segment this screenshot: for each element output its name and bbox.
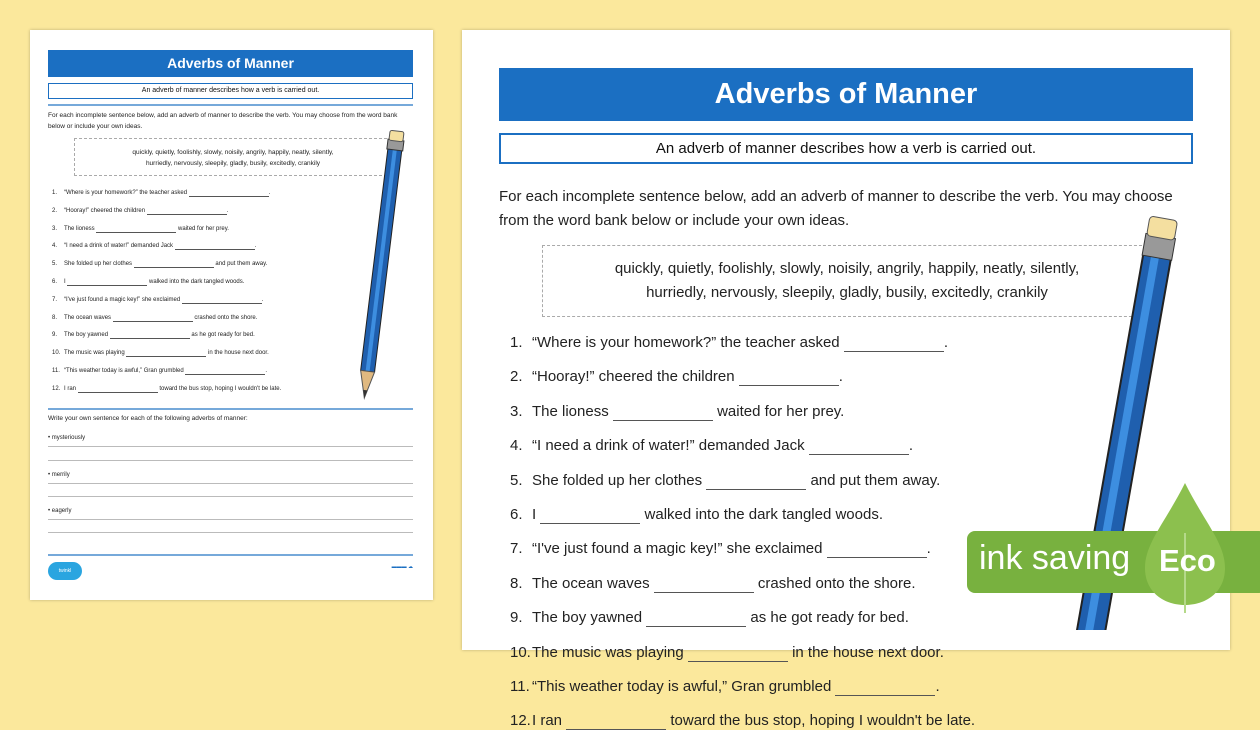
answer-blank[interactable]: [566, 712, 666, 730]
item-number: 11.: [510, 678, 530, 695]
sentence-start: “I've just found a magic key!” she exclaimed: [64, 296, 181, 303]
sentence-end: .: [926, 540, 931, 558]
page-title: Adverbs of Manner: [48, 50, 413, 77]
sentence-item: [510, 678, 940, 696]
sentence-start: The lioness: [532, 402, 609, 420]
sentence-end: waited for her prey.: [717, 402, 845, 420]
item-number: 7.: [52, 296, 58, 303]
sentence-end: toward the bus stop, hoping I wouldn't be late.: [159, 385, 282, 392]
sentence-start: The boy yawned: [532, 609, 643, 627]
instructions: For each incomplete sentence below, add an adverb of manner to describe the verb. You may choose from the word bank below or include your own ideas.: [499, 188, 1173, 229]
writing-line: • mysteriously: [48, 435, 413, 447]
twinkl-logo: twinkl: [48, 562, 82, 580]
sentence-start: “This weather today is awful,” Gran grumbled: [64, 368, 184, 374]
sentence-end: .: [908, 437, 913, 455]
item-number: 9.: [510, 609, 523, 627]
sentence-start: I ran: [532, 712, 563, 730]
item-number: 11.: [52, 368, 60, 374]
footer-logo-icon: ▬▬▬ ☁: [391, 564, 413, 570]
item-number: 6.: [52, 279, 58, 285]
item-number: 5.: [510, 471, 523, 489]
sentence-start: “Hooray!” cheered the children: [532, 368, 735, 386]
item-number: 5.: [52, 261, 58, 268]
definition-box: An adverb of manner describes how a verb is carried out.: [499, 133, 1193, 164]
sentence-item: [510, 644, 944, 662]
writing-line: • merrily: [48, 472, 413, 484]
sentence-end: walked into the dark tangled woods.: [149, 279, 245, 285]
page-title: Adverbs of Manner: [499, 68, 1193, 121]
sentence-start: She folded up her clothes: [64, 261, 133, 268]
sentence-end: .: [261, 296, 264, 303]
sentence-start: “Hooray!” cheered the children: [64, 207, 146, 214]
sentence-end: crashed onto the shore.: [194, 314, 258, 321]
sentence-end: .: [935, 678, 940, 695]
sentence-start: The lioness: [64, 225, 95, 232]
item-number: 8.: [510, 574, 523, 592]
sentence-end: waited for her prey.: [178, 225, 229, 232]
sentence-end: toward the bus stop, hoping I wouldn't be late.: [670, 712, 976, 730]
definition-box: An adverb of manner describes how a verb is carried out.: [48, 83, 413, 99]
item-number: 12.: [52, 385, 61, 392]
word-bank-line: quickly, quietly, foolishly, slowly, noisily, angrily, happily, neatly, silently,: [132, 149, 334, 156]
sentence-start: The music was playing: [64, 350, 125, 357]
item-number: 7.: [510, 540, 523, 558]
item-number: 4.: [510, 437, 523, 455]
sentence-end: .: [268, 190, 271, 196]
sentence-start: “I need a drink of water!” demanded Jack: [532, 437, 805, 455]
item-number: 10.: [52, 350, 61, 357]
sentence-start: The ocean waves: [532, 574, 650, 592]
sentence-start: She folded up her clothes: [532, 471, 703, 489]
item-number: 12.: [510, 712, 531, 730]
item-number: 3.: [52, 225, 58, 232]
answer-blank[interactable]: [688, 644, 788, 662]
sentence-end: .: [226, 207, 229, 214]
item-number: 6.: [510, 506, 523, 523]
item-number: 1.: [52, 190, 58, 196]
sentence-start: “I've just found a magic key!” she exclaimed: [532, 540, 823, 558]
sentence-start: I: [532, 506, 537, 523]
sentence-start: “I need a drink of water!” demanded Jack: [64, 243, 174, 250]
item-number: 1.: [510, 334, 523, 351]
sentence-start: The ocean waves: [64, 314, 112, 321]
sentence-end: and put them away.: [810, 471, 941, 489]
item-number: 2.: [52, 207, 58, 214]
eco-label: Eco: [1159, 543, 1216, 578]
sentence-start: The music was playing: [532, 643, 684, 661]
instructions: For each incomplete sentence below, add an adverb of manner to describe the verb. You may choose from the word bank below or include your own ideas.: [48, 112, 398, 130]
sentence-end: .: [838, 368, 843, 386]
sentence-end: as he got ready for bed.: [750, 609, 909, 627]
item-number: 3.: [510, 402, 523, 420]
sentence-end: in the house next door.: [792, 643, 944, 661]
ink-saving-label: ink saving: [979, 539, 1131, 577]
item-number: 2.: [510, 368, 523, 386]
item-number: 8.: [52, 314, 58, 321]
sentence-end: walked into the dark tangled woods.: [644, 506, 883, 523]
sentence-end: .: [265, 368, 268, 374]
sentence-start: “Where is your homework?” the teacher asked: [64, 190, 188, 196]
item-number: 9.: [52, 332, 58, 339]
word-bank-line: hurriedly, nervously, sleepily, gladly, busily, excitedly, crankily: [145, 160, 321, 167]
sentence-item: [510, 712, 975, 730]
sentence-start: “This weather today is awful,” Gran grumbled: [532, 678, 832, 695]
sentence-start: I: [64, 279, 66, 285]
sentence-end: .: [943, 334, 948, 351]
word-bank-line: hurriedly, nervously, sleepily, gladly, busily, excitedly, crankily: [646, 284, 1048, 301]
item-number: 10.: [510, 643, 531, 661]
sentence-end: .: [254, 243, 257, 250]
word-bank-line: quickly, quietly, foolishly, slowly, noisily, angrily, happily, neatly, silently,: [614, 260, 1080, 277]
sentence-end: crashed onto the shore.: [757, 574, 916, 592]
answer-blank[interactable]: [835, 678, 935, 696]
writing-line: • eagerly: [48, 508, 413, 520]
sentence-start: I ran: [64, 385, 77, 392]
sentence-start: The boy yawned: [64, 332, 109, 339]
item-number: 4.: [52, 243, 58, 250]
sentence-end: in the house next door.: [208, 350, 269, 357]
own-sentence-prompt: Write your own sentence for each of the following adverbs of manner:: [48, 415, 248, 422]
sentence-end: and put them away.: [215, 261, 268, 268]
sentence-end: as he got ready for bed.: [191, 332, 255, 339]
sentence-start: “Where is your homework?” the teacher asked: [532, 334, 840, 351]
